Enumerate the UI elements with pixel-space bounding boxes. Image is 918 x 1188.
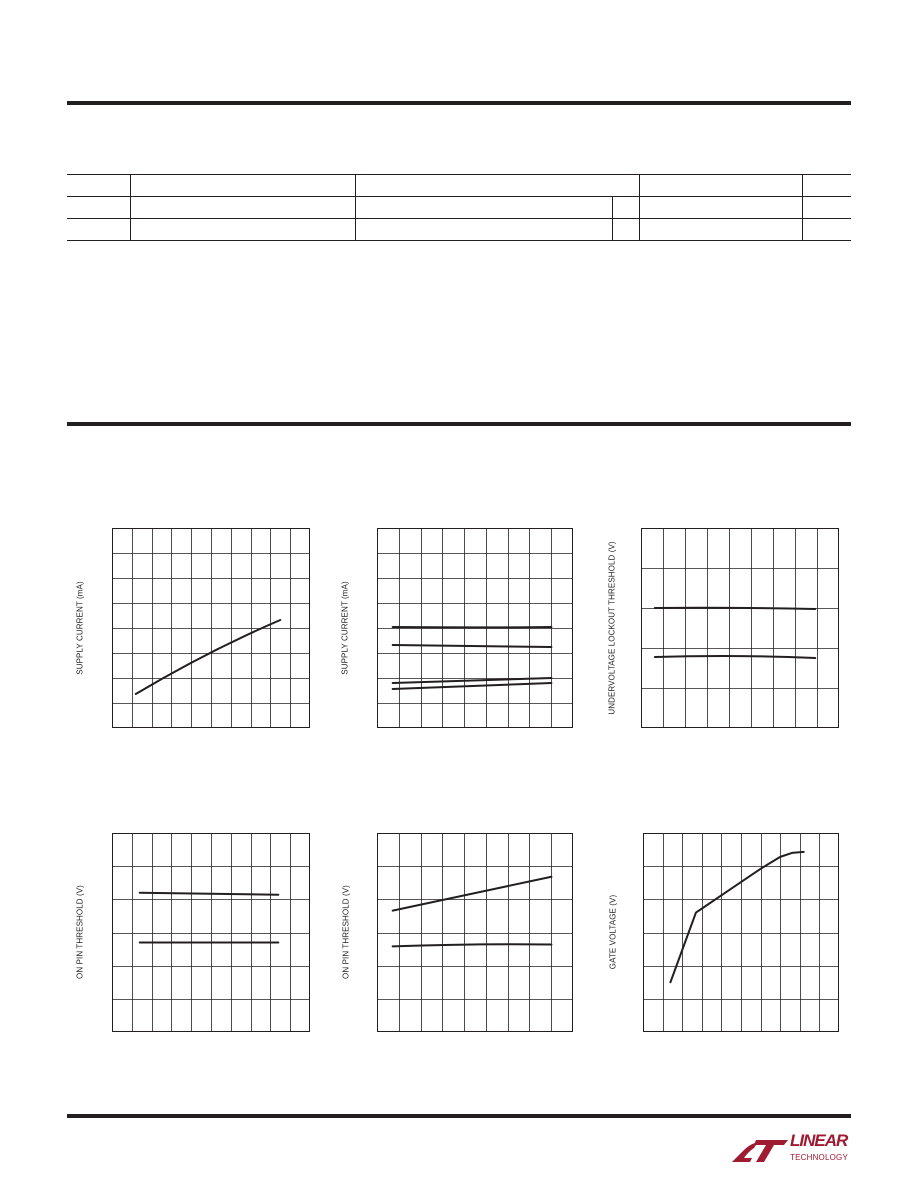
table-row-line (67, 196, 851, 197)
plot-frame (642, 529, 839, 728)
chart-3-ylabel: UNDERVOLTAGE LOCKOUT THRESHOLD (V) (607, 541, 617, 715)
series-line-2 (393, 944, 552, 946)
series-line-1 (655, 608, 815, 609)
logo-mark-right (754, 1140, 788, 1162)
bottom-section-rule (67, 1114, 851, 1118)
table-col-line (612, 196, 613, 241)
logo-subtext: TECHNOLOGY (790, 1153, 849, 1162)
series-line-4 (393, 683, 552, 689)
table-col-line (355, 174, 356, 241)
table-row-line (67, 240, 851, 241)
chart-on-pin-threshold-2 (377, 833, 573, 1032)
chart-5-ylabel: ON PIN THRESHOLD (V) (341, 885, 351, 979)
chart-6-ylabel: GATE VOLTAGE (V) (608, 894, 618, 970)
top-section-rule (67, 101, 851, 105)
chart-supply-current-2 (377, 528, 573, 728)
chart-undervoltage-lockout (641, 528, 839, 728)
chart-4-ylabel: ON PIN THRESHOLD (V) (75, 885, 85, 979)
chart-1-ylabel: SUPPLY CURRENT (mA) (75, 581, 85, 675)
series-line-1 (136, 620, 281, 694)
table-col-line (130, 174, 131, 241)
plot-frame (378, 834, 573, 1032)
plot-frame (113, 529, 310, 728)
plot-frame (113, 834, 310, 1032)
series-line-1 (140, 893, 279, 895)
table-col-line (802, 174, 803, 241)
series-line-1 (393, 877, 552, 911)
series-line-2 (655, 656, 815, 658)
table-col-line (639, 174, 640, 241)
chart-2-ylabel: SUPPLY CURRENT (mA) (340, 581, 350, 675)
plot-frame (644, 834, 839, 1032)
series-line-2 (393, 645, 552, 647)
chart-on-pin-threshold-1 (112, 833, 310, 1032)
logo-wordmark: LINEAR (790, 1131, 848, 1150)
chart-gate-voltage (643, 833, 839, 1032)
middle-section-rule (67, 422, 851, 426)
table-row-line (67, 174, 851, 175)
chart-supply-current-1 (112, 528, 310, 728)
series-line-1 (670, 852, 803, 982)
table-row-line (67, 218, 851, 219)
